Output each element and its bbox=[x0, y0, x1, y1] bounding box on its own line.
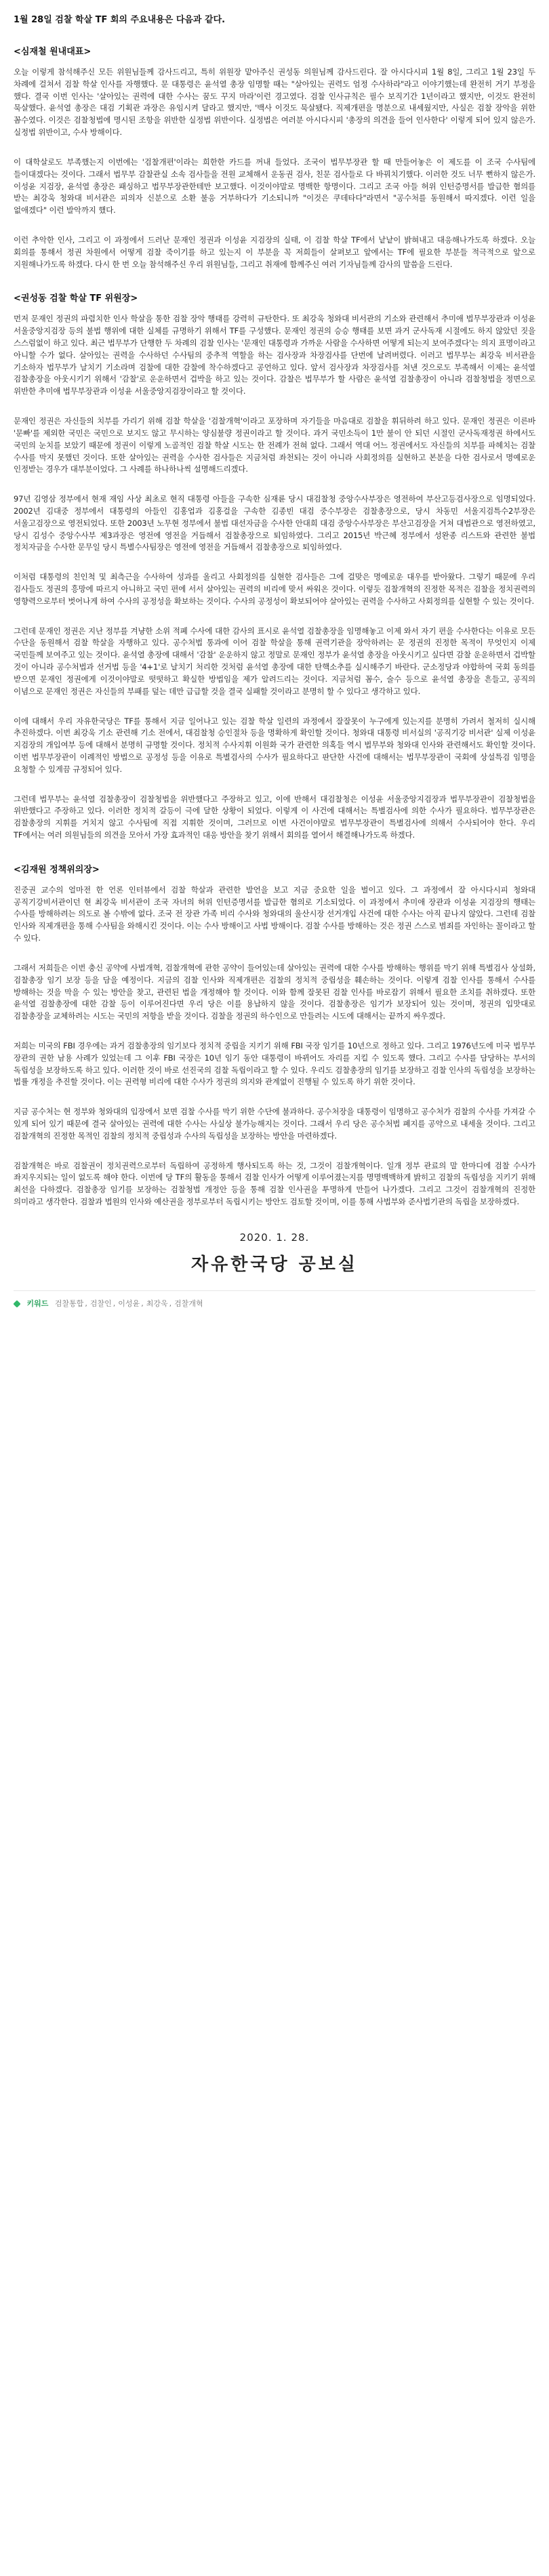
keyword-tag[interactable]: 검찰개혁 bbox=[174, 1299, 203, 1308]
tag-label: 키워드 bbox=[26, 1299, 49, 1308]
section-title: <심재철 원내대표> bbox=[14, 47, 92, 57]
keyword-tags bbox=[14, 1290, 535, 1318]
paragraph: 이에 대해서 우리 자유한국당은 TF를 통해서 지금 일어나고 있는 검찰 학살 일련의 과정에서 잘잘못이 누구에게 있는지를 분명히 가려서 철저히 실시해 추진하겠다. 이번 최강욱 기소 관련해 기소 전에서, 대검찰청 승인절차 등을 명확하게 확인할 것이다. 청와대 대통령 비서실의 '공직기강 비서관' 실제 이성윤 지검장의 개입여부 등에 대해서 분명히 규명할 것이다. 정치적 수사지휘 이원화 국가 관련한 의혹들 역시 법무부와 청와대 인사와 관련해서도 확인할 것이다. 이번 법무부장관이 이례적인 방법으로 공정성 등을 이유로 특별검사의 수사가 필요하다고 판단한 사건에 대해서는 법무부장관이 국회에 상설특검 임명을 요청할 수 있게끔 규정되어 있다. bbox=[14, 716, 535, 774]
keyword-tag[interactable]: 검찰통합 bbox=[54, 1299, 84, 1308]
paragraph: 이 대학살로도 부족했는지 이번에는 '검찰개편'이라는 희한한 카드를 꺼내 들었다. 조국이 법무부장관 할 때 만들어놓은 이 제도를 이 조국 수사팀에 들이대겠다는 것이다. 그래서 법무부 감찰관실 소속 검사들을 전원 교체해서 운동권 검사, 친문 검사들로 다 바꿔치기했다. 이러한 것도 너무 뻔하지 않은가. 이성윤 지검장, 윤석열 총장은 패싱하고 법무부장관한테만 보고했다. 이것이야말로 명백한 항명이다. 그리고 조국 아들 허위 인턴증명서를 발급한 혐의를 받는 최강욱 청와대 비서관은 피의자 신분으로 소환 불응 거부하다가 기소되니까 "이것은 쿠데타다"라면서 "공수처를 동원해서 따지겠다. 이런 일을 없애겠다" 이런 발악까지 했다. bbox=[14, 157, 535, 216]
paragraph: 이런 추악한 인사, 그리고 이 과정에서 드러난 문재인 정권과 이성윤 지검장의 실태, 이 검찰 학살 TF에서 낱낱이 밝혀내고 대응해나가도록 하겠다. 오늘 회의를 통해서 정권 차원에서 어떻게 검찰 죽이기를 하고 있는지 이 부분을 꼭 저희들이 살펴보고 앞에서는 TF에 필요한 부분들 적극적으로 앞으로 지원해나가도록 하겠다. 다시 한 번 오늘 참석해주신 우리 위원님들, 그리고 취재에 함께주신 여러 기자님들께 감사의 말씀을 드린다. bbox=[14, 234, 535, 269]
paragraph: 오늘 이렇게 참석해주신 모든 위원님들께 감사드리고, 특히 위원장 맡아주신 권성동 의원님께 감사드린다. 잘 아시다시피 1월 8일, 그리고 1월 23일 두 차례에 걸쳐서 검찰 학살 인사를 자행했다. 문 대통령은 윤석열 총장 임명할 때는 "살아있는 권력도 엄정 수사하라"라고 이야기했는데 완전히 거기 부정을 했다. 결국 이번 인사는 '살아있는 권력에 대한 수사는 꿈도 꾸지 마라'이런 경고였다. 검찰 인사규칙은 필수 보직기간 1년이라고 했지만, 이것도 완전히 묵살했다. 윤석열 총장은 대검 기획관 과장은 유임시켜 달라고 했지만, '백사 이것도 묵살됐다. 직제개편을 명분으로 내세웠지만, 사실은 검찰 장악을 위한 꼼수였다. 이것은 검찰청법에 명시된 조항을 위반한 실정법 위반이다. 실정법은 여러분 아시다시피 '총장의 의견을 들어 인사한다' 이렇게 되어 있지 않은가. 실정법 위반이고, 수사 방해이다. bbox=[14, 67, 535, 138]
tag-separator: , bbox=[169, 1299, 172, 1308]
section bbox=[14, 862, 535, 1208]
keyword-tag[interactable]: 이성윤 bbox=[118, 1299, 140, 1308]
tag-list bbox=[55, 1299, 205, 1308]
signature-block bbox=[14, 1231, 535, 1275]
paragraph: 그런데 법무부는 윤석열 검찰총장이 검찰청법을 위반했다고 주장하고 있고, 이에 반해서 대검찰청은 이성윤 서울중앙지검장과 법무부장관이 검찰청법을 위반했다고 주장하고 있다. 이러한 정치적 갈등이 극에 달한 상황이 되었다. 이렇게 이 사건에 대해서는 특별검사에 의한 수사가 필요하다. 법무부장관은 검찰총장의 지휘를 거치지 않고 수사팀에 직접 지휘한 것이며, 그러므로 이번 사건이야말로 법무부장관이 특별검사에 의해서 수사되어야 한다. 우리 TF에서는 여러 의원님들의 의견을 모아서 가장 효과적인 대응 방안을 찾기 위해서 회의를 열어서 해결해나가도록 하겠다. bbox=[14, 794, 535, 840]
keyword-tag[interactable]: 최강욱 bbox=[146, 1299, 168, 1308]
release-date: 2020. 1. 28. bbox=[239, 1231, 310, 1244]
issuer-name: 자유한국당 공보실 bbox=[191, 1254, 358, 1275]
paragraph: 그래서 저희들은 이번 충신 공약에 사법개혁, 검찰개혁에 관한 공약이 들어있는데 살아있는 권력에 대한 수사를 방해하는 행위를 막기 위해 특별검사 상설화, 검찰총장 임기 보장 등을 담을 예정이다. 지금의 검찰 인사와 직제개편은 검찰의 정치적 중립성을 훼손하는 것이다. 이렇게 검찰 인사를 통해서 수사를 방해하는 것을 막을 수 있는 방안을 찾고, 관련된 법을 개정해야 할 것이다. 이와 함께 잘못된 검찰 인사를 바로잡기 위해서 필요한 조치를 취하겠다. 또한 윤석열 검찰총장에 대한 감찰 등이 이루어진다면 우리 당은 이를 용납하지 않을 것이다. 검찰총장은 임기가 보장되어 있는 것이며, 정권의 입맛대로 검찰총장을 교체하려는 시도는 국민의 저항을 받을 것이다. 검찰을 정권의 하수인으로 만들려는 시도에 대해서는 끝까지 싸우겠다. bbox=[14, 962, 535, 1021]
paragraph: 진중권 교수의 얼마전 한 언론 인터뷰에서 검찰 학살과 관련한 발언을 보고 지금 중요한 일을 벌이고 있다. 그 과정에서 잘 아시다시피 청와대 공직기강비서관이던 현 최강욱 비서관이 조국 자녀의 허위 인턴증명서를 발급한 혐의로 기소되었다. 이 과정에서 추미애 장관과 이성윤 지검장의 행태는 수사를 방해하려는 의도로 볼 수밖에 없다. 조국 전 장관 가족 비리 수사와 청와대의 울산시장 선거개입 사건에 대한 수사는 아직 끝나지 않았다. 그런데 검찰 인사와 직제개편을 통해 수사팀을 와해시킨 것이다. 이는 수사 방해이고 사법 방해이다. 검찰 수사를 방해하는 것은 정권 스스로 범죄를 자인하는 꼴이라고 할 수 있다. bbox=[14, 884, 535, 943]
section-title: <김재원 정책위의장> bbox=[14, 864, 100, 875]
intro-heading: 1월 28일 검찰 학살 TF 회의 주요내용은 다음과 같다. bbox=[14, 15, 226, 25]
keyword-tag[interactable]: 검찰인 bbox=[89, 1299, 112, 1308]
tag-separator: , bbox=[113, 1299, 116, 1308]
tag-separator: , bbox=[85, 1299, 87, 1308]
section-title: <권성동 검찰 학살 TF 위원장> bbox=[14, 293, 138, 304]
tag-separator: , bbox=[141, 1299, 144, 1308]
section bbox=[14, 291, 535, 841]
paragraph: 97년 김영삼 정부에서 현재 재임 사상 최초로 현직 대통령 아들을 구속한 심재륜 당시 대검찰청 중앙수사부장은 영전하여 부산고등검사장으로 임명되었다. 2002년 김대중 정부에서 대통령의 아들인 김홍업과 김홍걸을 구속한 김종빈 대검 중수부장은 검찰총장으로, 당시 차동민 서울지검특수2부장은 서울고검장으로 영전되었다. 또한 2003년 노무현 정부에서 불법 대선자금을 수사한 안대희 대검 중앙수사부장은 부산고검장을 거쳐 대법관으로 영전하였고, 당시 김성수 중앙수사부 제3과장은 영전에 영전을 거듭해서 검찰총장으로 퇴임하였다. 그리고 2015년 박근혜 정부에서 성완종 리스트와 관련한 불법 정치자금을 수사한 문무일 당시 특별수사팀장은 영전에 영전을 거듭해서 검찰총장으로 퇴임하였다. bbox=[14, 494, 535, 552]
paragraph: 검찰개혁은 바로 검찰권이 정치권력으로부터 독립하여 공정하게 행사되도록 하는 것, 그것이 검찰개혁이다. 일개 정부 관료의 말 한마디에 검찰 수사가 좌지우지되는 일이 없도록 해야 한다. 이번에 당 TF의 활동을 통해서 검찰 인사가 어떻게 이루어졌는지를 명명백백하게 밝히고 검찰의 독립성을 지키기 위해 최선을 다하겠다. 검찰총장 임기를 보장하는 검찰청법 개정안 등을 통해 검찰 인사권을 투명하게 만들어 나가겠다. 그리고 그것이 검찰개혁의 진정한 의미라고 생각한다. 검찰과 법원의 인사와 예산권을 정부로부터 독립시키는 방안도 검토할 것이며, 이를 통해 사법부와 준사법기관의 독립을 보장하겠다. bbox=[14, 1160, 535, 1207]
paragraph: 지금 공수처는 현 정부와 청와대의 입장에서 보면 검찰 수사를 막기 위한 수단에 불과하다. 공수처장을 대통령이 임명하고 공수처가 검찰의 수사를 가져갈 수 있게 되어 있기 때문에 결국 살아있는 권력에 대한 수사는 사실상 불가능해지는 것이다. 그래서 우리 당은 공수처법 폐지를 공약으로 내세울 것이다. 그리고 검찰개혁의 진정한 목적인 검찰의 정치적 중립성과 수사의 독립성을 보장하는 방안을 마련하겠다. bbox=[14, 1107, 535, 1141]
section bbox=[14, 44, 535, 270]
paragraph: 이처럼 대통령의 친인척 및 최측근을 수사하여 성과를 올리고 사회정의를 실현한 검사들은 그에 걸맞은 명예로운 대우를 받아왔다. 그렇기 때문에 우리 검사들도 정권의 흥망에 따르지 아니하고 국민 편에 서서 살아있는 권력의 비리에 맞서 싸워온 것이다. 이렇듯 검찰개혁의 진정한 목적은 검찰을 정치권력의 영향력으로부터 벗어나게 하여 수사의 공정성을 확보하는 것이다. 수사의 공정성이 확보되어야 살아있는 권력을 수사하고 사회정의를 실현할 수 있는 것이다. bbox=[14, 572, 535, 606]
paragraph: 문재인 정권은 자신들의 치부를 가리기 위해 검찰 학살을 '검찰개혁'이라고 포장하며 자기들을 마음대로 검찰을 휘뒤하려 하고 있다. 문재인 정권은 이른바 '문빠'를 제외한 국민은 국민으로 보지도 않고 무시하는 양심불량 정권이라고 할 것이다. 과거 국민소득이 1만 불이 안 되던 시절인 군사독재정권 하에서도 국민의 눈치를 보았기 때문에 정권이 이렇게 노골적인 검찰 학살 시도는 한 전례가 전혀 없다. 그래서 역대 어느 정권에서도 자신들의 치부를 파헤치는 검찰 수사를 막지 못했던 것이다. 또한 살아있는 권력을 수사한 검사들은 지금처럼 좌천되는 것이 아니라 사회정의를 실현하고 본분을 다한 검사로서 명예로운 인정받는 경우가 대부분이었다. 그 사례를 하나하나씩 설명해드리겠다. bbox=[14, 416, 535, 474]
sections-container bbox=[14, 44, 535, 1208]
paragraph: 저희는 미국의 FBI 경우에는 과거 검찰총장의 임기보다 정치적 중립을 지키기 위해 FBI 국장 임기를 10년으로 정하고 있다. 그리고 1976년도에 미국 법무부 장관의 권한 남용 사례가 있었는데 그 이후 FBI 국장은 10년 임기 동안 대통령이 바뀌어도 자리를 지킬 수 있도록 했다. 그리고 수사를 담당하는 부서의 독립성을 보장하도록 하고 있다. 이러한 것이 바로 선진국의 검찰 독립이라고 할 수 있다. 우리도 검찰총장의 임기를 보장하고 검찰 인사의 독립성을 보장하는 법률 개정을 추진할 것이다. 이는 권력형 비리에 대한 수사가 정권의 의지와 관계없이 진행될 수 있도록 하기 위한 것이다. bbox=[14, 1040, 535, 1087]
tag-icon bbox=[13, 1300, 20, 1307]
paragraph: 먼저 문재인 정권의 파렴치한 인사 학살을 통한 검찰 장악 행태를 강력히 규탄한다. 또 최강욱 청와대 비서관의 기소와 관련해서 추미애 법무부장관과 이성윤 서울중앙지검장 등의 불법 행위에 대한 실체를 규명하기 위해서 TF를 구성했다. 문재인 정권의 승승 행태를 보면 과거 군사독재 시절에도 하지 않았던 짓을 스스럼없이 하고 있다. 최근 법무부가 단행한 두 차례의 검찰 인사는 '문재인 대통령과 가까운 사람을 수사하면 어떻게 되는지 보여주겠다'는 의지 표명이라고 아니할 수가 없다. 살아있는 권력을 수사하던 수사팀의 중추적 역할을 하는 검사장과 차장검사를 단번에 날려버렸다. 이러고 법무부는 최강욱 비서관을 기소하자 법무부가 날치기 기소라며 검찰에 대한 감찰에 착수하겠다고 공언하고 있다. 앞서 검사장과 차장검사를 쳐낸 것으로도 부족해서 이제는 윤석열 검찰총장을 아웃시키기 위해서 '감찰'로 운운하면서 겁박을 하고 있는 것이다. 감찰은 법무부가 할 사람은 윤석열 검찰총장이 아니라 검찰청법을 정면으로 위반한 추미애 법무부장관과 이성윤 서울중앙지검장이라고 할 것이다. bbox=[14, 314, 535, 396]
paragraph: 그런데 문재인 정권은 지난 정부를 겨냥한 소위 적폐 수사에 대한 감사의 표시로 윤석열 검찰총장을 임명해놓고 이제 와서 자기 편을 수사한다는 이유로 모든 수단을 동원해서 검찰 학살을 자행하고 있다. 공수처법 통과에 이어 검찰 학살을 통해 권력기관을 장악하려는 문 정권의 진정한 목적이 무엇인지 이제 국민들께 보여주고 있는 것이다. 윤석열 총장에 대해서 '감찰' 운운하지 않고 정말로 문재인 정부가 윤석열 총장을 아웃시키고 싶다면 감찰 운운하면서 겁박할 것이 아니라 공수처법과 선거법 등을 '4+1'로 날치기 처리한 것처럼 윤석열 총장에 대한 탄핵소추를 실시해주기 바란다. 군소정당과 야합하여 국회 동의를 받으면 문재인 정권에게 이것이야말로 떳떳하고 확실한 방법임을 제가 알려드리는 것이다. 지금처럼 꼼수, 술수 등으로 윤석열 총장을 흔들고, 공직의 이념으로 문재인 정권은 자신들의 부패를 덮는 데만 급급할 것을 결국 실패할 것이라고 분명히 할 수 있다고 생각하고 있다. bbox=[14, 626, 535, 696]
